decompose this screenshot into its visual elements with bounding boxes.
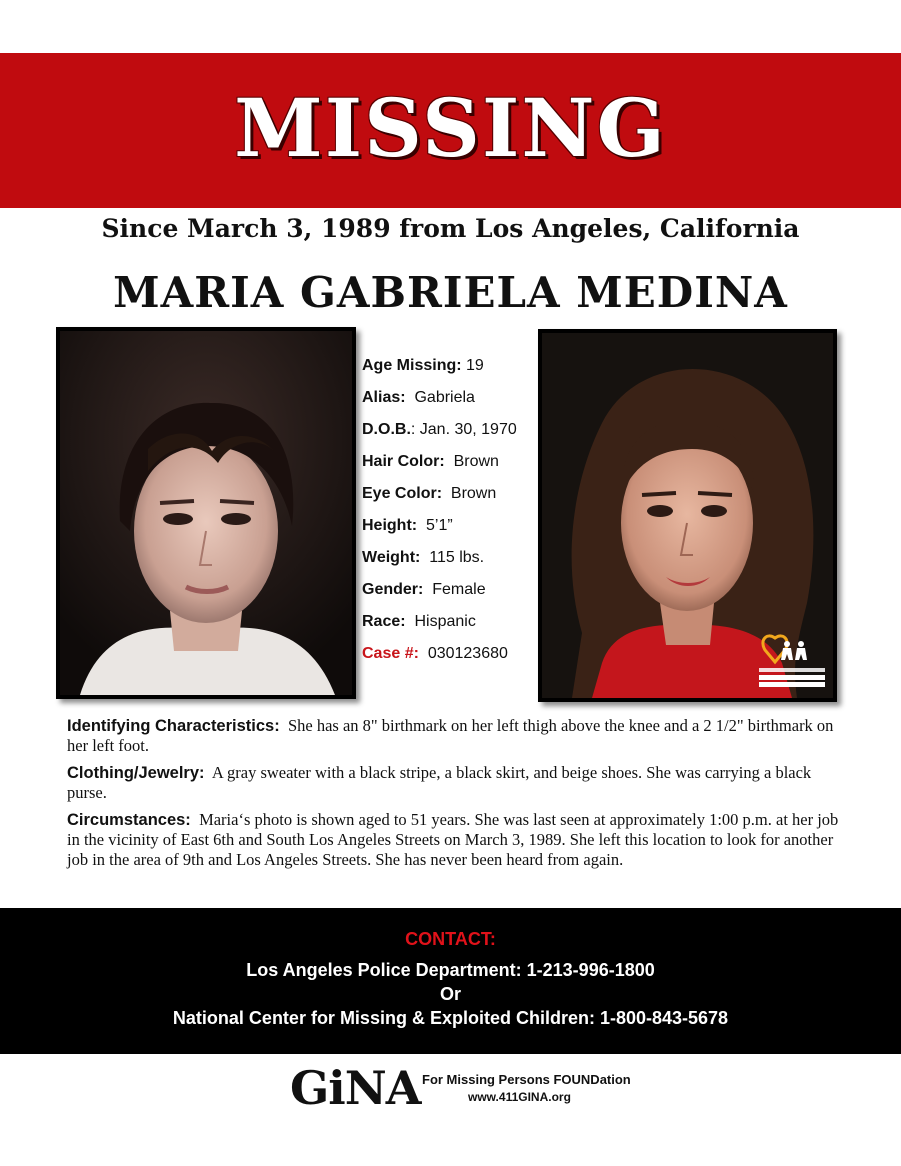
identifying-characteristics: Identifying Characteristics: She has an 8" birthmark on her left thigh above the knee and a 2 1/2" birthmark on her left foot. [67, 716, 834, 755]
detail-race: Race: Hispanic [362, 613, 476, 630]
detail-alias: Alias: Gabriela [362, 389, 475, 406]
photo-young [56, 327, 356, 699]
details-list [362, 350, 537, 670]
detail-weight: Weight: 115 lbs. [362, 549, 485, 566]
gina-url[interactable]: www.411GINA.org [468, 1090, 571, 1104]
portrait-young-icon [60, 331, 352, 695]
clothing-jewelry: Clothing/Jewelry: A gray sweater with a black stripe, a black skirt, and beige shoes. She was carrying a black purse. [67, 763, 812, 802]
gina-logo: GiNA [290, 1061, 421, 1115]
detail-dob: D.O.B.: Jan. 30, 1970 [362, 421, 517, 438]
gina-footer [290, 1061, 650, 1115]
ncmec-logo-icon [757, 634, 827, 692]
detail-gender: Gender: Female [362, 581, 486, 598]
contact-ncmec: National Center for Missing & Exploited Children: 1-800-843-5678 [172, 1008, 729, 1028]
description-section [67, 716, 842, 877]
missing-since-line: Since March 3, 1989 from Los Angeles, California [101, 214, 800, 243]
contact-section [0, 908, 901, 1054]
detail-height: Height: 5’1” [362, 517, 453, 534]
contact-lapd: Los Angeles Police Department: 1-213-996-1800 [246, 960, 655, 980]
detail-case-number: Case #: 030123680 [362, 645, 508, 662]
detail-hair-color: Hair Color: Brown [362, 453, 499, 470]
circumstances: Circumstances: Maria‘s photo is shown aged to 51 years. She was last seen at approximately 1:00 p.m. at her job in the vicinity of East 6th and South Los Angeles Streets on March 3, 1989. She left this location to look for another job in the area of 9th and Los Angeles Streets. She has never been heard from again. [67, 810, 839, 869]
detail-age-missing: Age Missing: 19 [362, 357, 484, 374]
detail-eye-color: Eye Color: Brown [362, 485, 497, 502]
photo-age-progressed [538, 329, 837, 702]
poster-title: MISSING [234, 81, 667, 175]
contact-or: Or [439, 984, 461, 1004]
missing-person-name: MARIA GABRIELA MEDINA [113, 268, 788, 317]
gina-tagline: For Missing Persons FOUNDation [422, 1072, 631, 1087]
ncmec-logo [757, 634, 827, 692]
contact-heading: CONTACT: [405, 929, 496, 949]
